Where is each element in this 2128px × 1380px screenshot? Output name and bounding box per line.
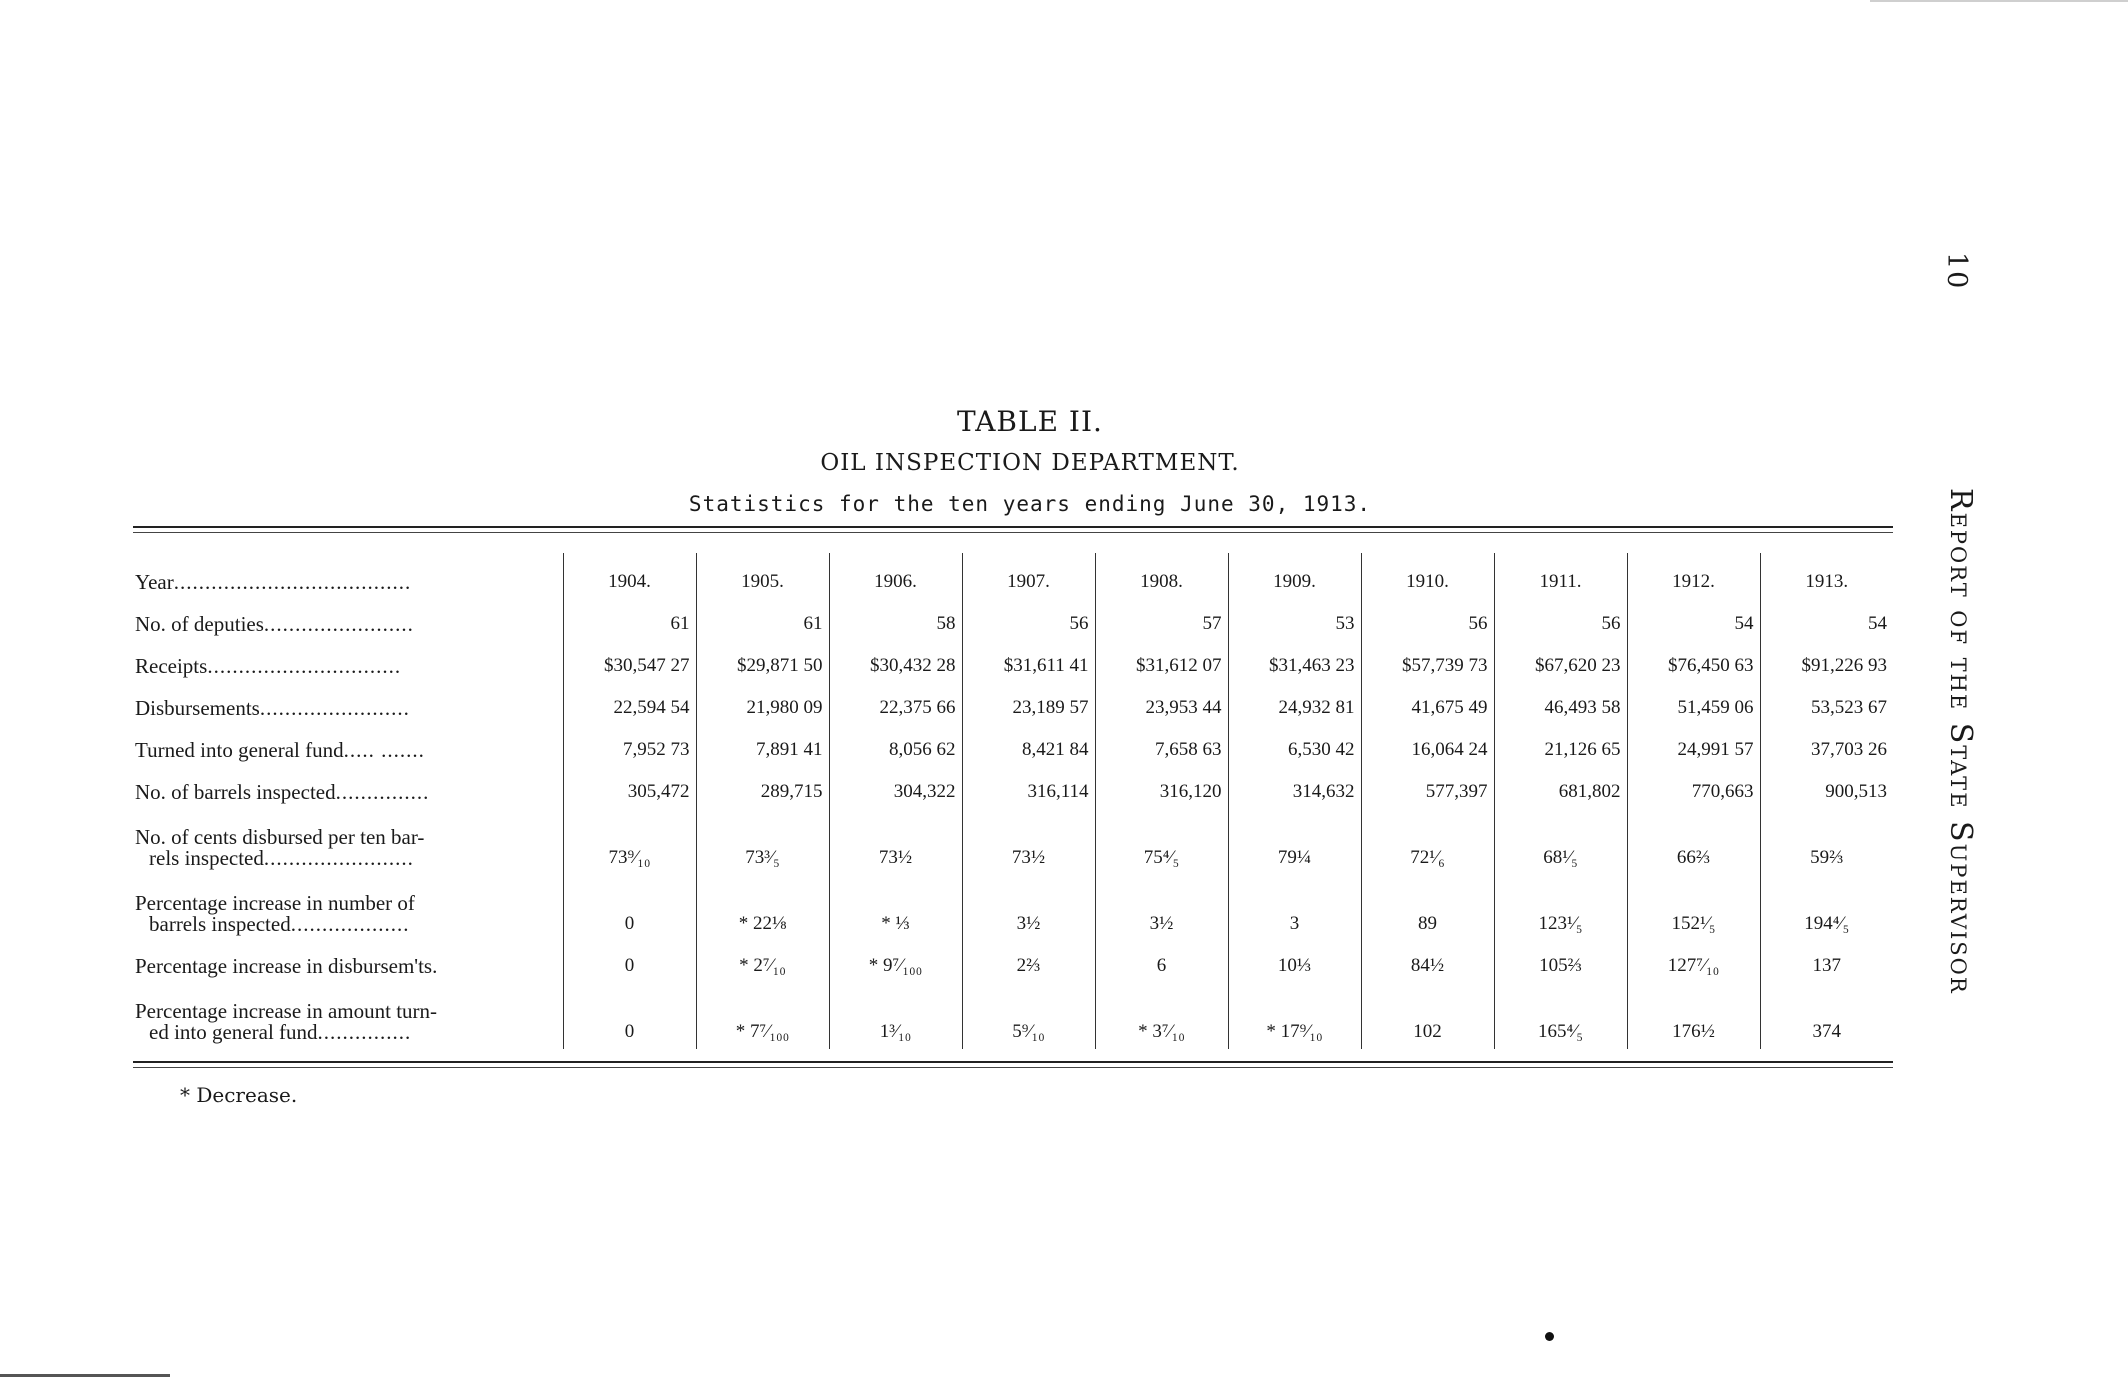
table-row xyxy=(133,941,1893,983)
leader-dots: ............... xyxy=(335,780,430,804)
table-cell: 66⅔ xyxy=(1627,809,1760,875)
table-cell: 21,980 09 xyxy=(696,683,829,725)
table-row xyxy=(133,875,1893,941)
table-cell: 59⅔ xyxy=(1760,809,1893,875)
table-cell: 3½ xyxy=(1095,875,1228,941)
table-bottom-rule xyxy=(133,1061,1893,1063)
table-cell: 900,513 xyxy=(1760,767,1893,809)
bottom-edge-rule xyxy=(0,1374,170,1377)
table-subtitle: Statistics for the ten years ending June 30, 1913. xyxy=(688,492,1372,516)
row-label xyxy=(133,641,563,683)
row-label xyxy=(133,767,563,809)
table-cell: * 3⁷⁄₁₀ xyxy=(1095,983,1228,1049)
table-cell: 23,189 57 xyxy=(962,683,1095,725)
table-row xyxy=(133,683,1893,725)
row-label-text-continued: ed into general fund xyxy=(149,1020,318,1044)
table-cell: 289,715 xyxy=(696,767,829,809)
table-cell: 3 xyxy=(1228,875,1361,941)
table-row xyxy=(133,553,1893,599)
table-cell: 1³⁄₁₀ xyxy=(829,983,962,1049)
row-label-text: Disbursements xyxy=(135,696,260,720)
table-cell: 89 xyxy=(1361,875,1494,941)
table-cell: 10⅓ xyxy=(1228,941,1361,983)
statistics-table xyxy=(133,553,1893,1049)
table-number: TABLE II. xyxy=(957,405,1103,438)
row-label xyxy=(133,599,563,641)
footnote: * Decrease. xyxy=(180,1083,298,1107)
table-cell: 137 xyxy=(1760,941,1893,983)
year-header: 1906. xyxy=(829,553,962,599)
table-cell: 72¹⁄₆ xyxy=(1361,809,1494,875)
table-cell: 21,126 65 xyxy=(1494,725,1627,767)
table-cell: 61 xyxy=(696,599,829,641)
running-head: Report of the State Supervisor xyxy=(1943,488,1978,995)
table-cell: 2⅔ xyxy=(962,941,1095,983)
table-cell: 56 xyxy=(962,599,1095,641)
table-cell: 75⁴⁄₅ xyxy=(1095,809,1228,875)
row-label-text: No. of cents disbursed per ten bar- xyxy=(135,825,425,849)
page-number: 10 xyxy=(1941,252,1972,291)
table-cell: 0 xyxy=(563,941,696,983)
table-cell: 53,523 67 xyxy=(1760,683,1893,725)
table-row xyxy=(133,599,1893,641)
table-cell: 102 xyxy=(1361,983,1494,1049)
table-cell: * 9⁷⁄₁₀₀ xyxy=(829,941,962,983)
table-cell: 770,663 xyxy=(1627,767,1760,809)
table-cell: 73½ xyxy=(962,809,1095,875)
row-label-text: Percentage increase in disbursem'ts. xyxy=(135,954,438,978)
table-cell: 73½ xyxy=(829,809,962,875)
table-cell: * ⅓ xyxy=(829,875,962,941)
table-cell: 7,891 41 xyxy=(696,725,829,767)
row-label-text: No. of barrels inspected xyxy=(135,780,336,804)
table-cell: $57,739 73 xyxy=(1361,641,1494,683)
table-cell: 127⁷⁄₁₀ xyxy=(1627,941,1760,983)
leader-dots: ............................... xyxy=(207,654,402,678)
row-label-text: Year xyxy=(135,570,174,594)
leader-dots: ................... xyxy=(290,912,410,936)
table-cell: 305,472 xyxy=(563,767,696,809)
table-cell: 3½ xyxy=(962,875,1095,941)
row-label-text-continued: barrels inspected xyxy=(149,912,291,936)
table-cell: 56 xyxy=(1494,599,1627,641)
year-header: 1907. xyxy=(962,553,1095,599)
table-cell: 316,114 xyxy=(962,767,1095,809)
department-title: OIL INSPECTION DEPARTMENT. xyxy=(820,450,1240,476)
table-cell: 374 xyxy=(1760,983,1893,1049)
table-cell: 23,953 44 xyxy=(1095,683,1228,725)
table-row xyxy=(133,725,1893,767)
table-cell: 7,952 73 xyxy=(563,725,696,767)
row-label xyxy=(133,941,563,983)
statistics-table-container xyxy=(133,526,1893,1068)
leader-dots: ............... xyxy=(317,1020,412,1044)
table-cell: 24,932 81 xyxy=(1228,683,1361,725)
table-cell: 73³⁄₅ xyxy=(696,809,829,875)
leader-dots: ........................ xyxy=(263,846,414,870)
table-cell: $31,612 07 xyxy=(1095,641,1228,683)
row-label xyxy=(133,983,563,1049)
row-label-text-continued: rels inspected xyxy=(149,846,264,870)
table-cell: 6,530 42 xyxy=(1228,725,1361,767)
top-edge-rule xyxy=(1870,0,2128,2)
year-header: 1909. xyxy=(1228,553,1361,599)
table-cell: 57 xyxy=(1095,599,1228,641)
table-cell: * 17⁹⁄₁₀ xyxy=(1228,983,1361,1049)
table-cell: 316,120 xyxy=(1095,767,1228,809)
year-header: 1913. xyxy=(1760,553,1893,599)
table-cell: 16,064 24 xyxy=(1361,725,1494,767)
table-cell: * 7⁷⁄₁₀₀ xyxy=(696,983,829,1049)
row-label xyxy=(133,809,563,875)
table-cell: 152¹⁄₅ xyxy=(1627,875,1760,941)
table-cell: 194⁴⁄₅ xyxy=(1760,875,1893,941)
ink-spot xyxy=(1545,1332,1554,1341)
table-cell: 176½ xyxy=(1627,983,1760,1049)
table-cell: $67,620 23 xyxy=(1494,641,1627,683)
year-header: 1905. xyxy=(696,553,829,599)
row-label-text: Percentage increase in amount turn- xyxy=(135,999,438,1023)
table-row xyxy=(133,809,1893,875)
table-bottom-rule-thin xyxy=(133,1067,1893,1068)
table-cell: 54 xyxy=(1627,599,1760,641)
table-row xyxy=(133,641,1893,683)
year-header: 1911. xyxy=(1494,553,1627,599)
table-cell: 24,991 57 xyxy=(1627,725,1760,767)
table-top-rule-thin xyxy=(133,532,1893,533)
row-label-text: No. of deputies xyxy=(135,612,264,636)
table-cell: $76,450 63 xyxy=(1627,641,1760,683)
year-header: 1910. xyxy=(1361,553,1494,599)
table-cell: 681,802 xyxy=(1494,767,1627,809)
table-cell: 577,397 xyxy=(1361,767,1494,809)
table-row xyxy=(133,983,1893,1049)
year-header: 1912. xyxy=(1627,553,1760,599)
table-cell: 68¹⁄₅ xyxy=(1494,809,1627,875)
table-cell: 8,056 62 xyxy=(829,725,962,767)
table-cell: 5⁹⁄₁₀ xyxy=(962,983,1095,1049)
table-cell: 53 xyxy=(1228,599,1361,641)
table-cell: 8,421 84 xyxy=(962,725,1095,767)
table-cell: 54 xyxy=(1760,599,1893,641)
table-cell: $30,432 28 xyxy=(829,641,962,683)
leader-dots: ..... ....... xyxy=(343,738,425,762)
table-cell: $29,871 50 xyxy=(696,641,829,683)
row-label xyxy=(133,683,563,725)
table-cell: 56 xyxy=(1361,599,1494,641)
table-cell: 58 xyxy=(829,599,962,641)
table-cell: 0 xyxy=(563,875,696,941)
table-cell: 61 xyxy=(563,599,696,641)
row-label xyxy=(133,875,563,941)
row-label-text: Receipts xyxy=(135,654,208,678)
row-label-text: Turned into general fund xyxy=(135,738,344,762)
row-label-text: Percentage increase in number of xyxy=(135,891,415,915)
table-cell: 79¼ xyxy=(1228,809,1361,875)
table-cell: 46,493 58 xyxy=(1494,683,1627,725)
row-label xyxy=(133,725,563,767)
table-cell: 314,632 xyxy=(1228,767,1361,809)
table-cell: 123¹⁄₅ xyxy=(1494,875,1627,941)
table-cell: 51,459 06 xyxy=(1627,683,1760,725)
table-row xyxy=(133,767,1893,809)
table-cell: 22,375 66 xyxy=(829,683,962,725)
table-cell: 84½ xyxy=(1361,941,1494,983)
table-cell: 304,322 xyxy=(829,767,962,809)
leader-dots: ........................ xyxy=(259,696,410,720)
table-cell: 0 xyxy=(563,983,696,1049)
table-cell: $31,611 41 xyxy=(962,641,1095,683)
table-cell: * 22⅛ xyxy=(696,875,829,941)
year-header: 1904. xyxy=(563,553,696,599)
table-cell: 165⁴⁄₅ xyxy=(1494,983,1627,1049)
table-cell: 22,594 54 xyxy=(563,683,696,725)
table-body xyxy=(133,553,1893,1049)
table-cell: 7,658 63 xyxy=(1095,725,1228,767)
table-cell: $91,226 93 xyxy=(1760,641,1893,683)
table-cell: 105⅔ xyxy=(1494,941,1627,983)
table-top-rule xyxy=(133,526,1893,528)
leader-dots: ........................ xyxy=(263,612,414,636)
table-cell: 73⁹⁄₁₀ xyxy=(563,809,696,875)
year-header: 1908. xyxy=(1095,553,1228,599)
leader-dots: ...................................... xyxy=(173,570,412,594)
table-cell: 6 xyxy=(1095,941,1228,983)
table-cell: * 2⁷⁄₁₀ xyxy=(696,941,829,983)
table-cell: $31,463 23 xyxy=(1228,641,1361,683)
table-cell: $30,547 27 xyxy=(563,641,696,683)
row-label xyxy=(133,553,563,599)
table-cell: 37,703 26 xyxy=(1760,725,1893,767)
table-cell: 41,675 49 xyxy=(1361,683,1494,725)
